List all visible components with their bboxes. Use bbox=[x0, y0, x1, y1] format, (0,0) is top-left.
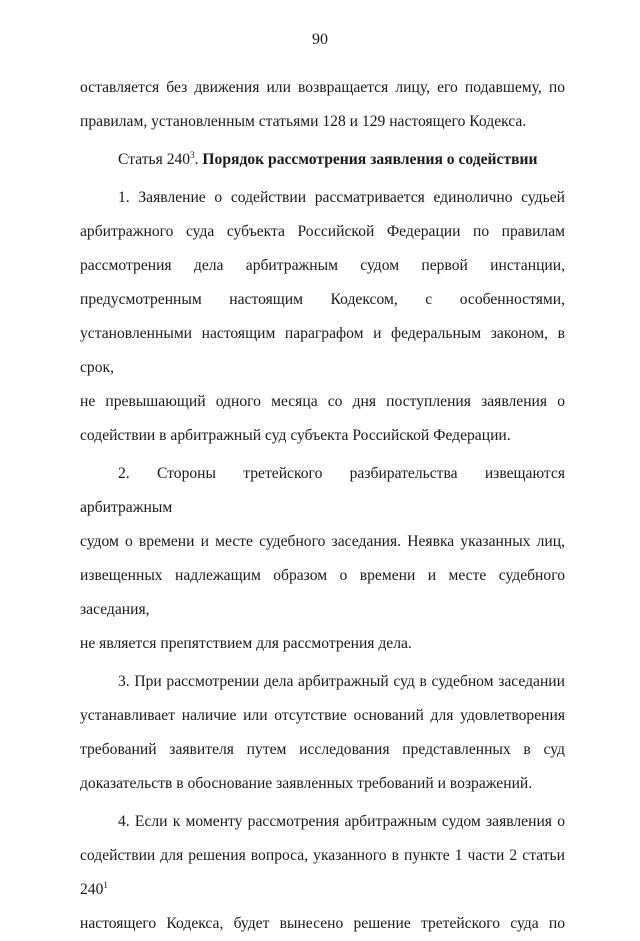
paragraph-line: настоящего Кодекса, будет вынесено решение третейского суда по bbox=[80, 915, 565, 932]
paragraph-line: предусмотренным настоящим Кодексом, с особенностями, bbox=[80, 291, 565, 308]
article-reference-superscript: 1 bbox=[103, 879, 108, 890]
intro-line: правилам, установленным статьями 128 и 129 настоящего Кодекса. bbox=[80, 113, 527, 130]
paragraph-line: не превышающий одного месяца со дня поступления заявления о bbox=[80, 393, 565, 410]
page-number: 90 bbox=[312, 31, 328, 48]
paragraph-line: 2. Стороны третейского разбирательства извещаются арбитражным bbox=[80, 465, 565, 516]
paragraph-line: 1. Заявление о содействии рассматривается единолично судьей bbox=[118, 189, 565, 206]
paragraph-line: требований заявителя путем исследования представленных в суд bbox=[80, 741, 565, 758]
paragraph-line: устанавливает наличие или отсутствие оснований для удовлетворения bbox=[80, 707, 565, 724]
paragraph-line: арбитражного суда субъекта Российской Федерации по правилам bbox=[80, 223, 565, 240]
article-number-dot: . bbox=[194, 151, 199, 168]
paragraph-line: рассмотрения дела арбитражным судом первой инстанции, bbox=[80, 257, 565, 274]
paragraph-line: судом о времени и месте судебного заседания. Неявка указанных лиц, bbox=[80, 533, 565, 550]
paragraph-line-text: содействии для решения вопроса, указанного в пункте 1 части 2 статьи 240 bbox=[80, 847, 565, 898]
article-number: Статья 240 bbox=[118, 151, 191, 168]
paragraph-line: установленными настоящим параграфом и федеральным законом, в срок, bbox=[80, 325, 565, 376]
paragraph-line: 3. При рассмотрении дела арбитражный суд в судебном заседании bbox=[118, 673, 565, 690]
paragraph-line: 4. Если к моменту рассмотрения арбитражным судом заявления о bbox=[118, 813, 565, 830]
article-number-superscript: 3 bbox=[190, 149, 195, 160]
intro-line: оставляется без движения или возвращается лицу, его подавшему, по bbox=[80, 79, 565, 96]
paragraph-line: содействии в арбитражный суд субъекта Российской Федерации. bbox=[80, 427, 511, 444]
paragraph-line: не является препятствием для рассмотрения дела. bbox=[80, 635, 412, 652]
document-body bbox=[80, 71, 565, 941]
paragraph-line: доказательств в обоснование заявленных требований и возражений. bbox=[80, 775, 533, 792]
article-heading bbox=[80, 143, 565, 177]
paragraph-line bbox=[80, 839, 565, 907]
paragraph-line: извещенных надлежащим образом о времени и месте судебного заседания, bbox=[80, 567, 565, 618]
article-title: Порядок рассмотрения заявления о содействии bbox=[202, 151, 538, 168]
